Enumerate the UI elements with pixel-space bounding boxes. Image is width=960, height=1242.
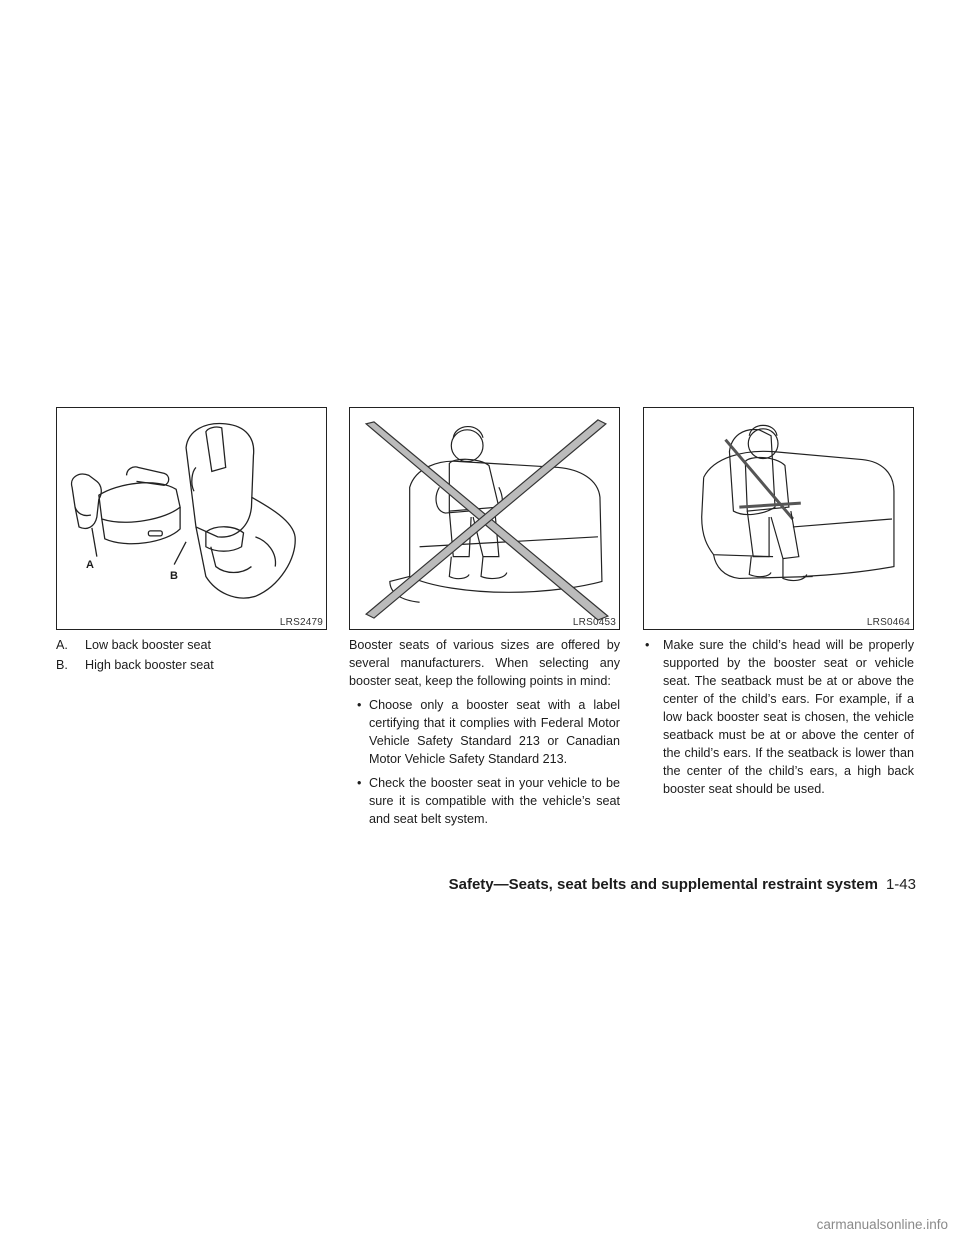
list-item [349,696,620,768]
booster-seats-illustration [57,408,326,629]
figure-incorrect-use [349,407,620,630]
watermark: carmanualsonline.info [816,1217,948,1232]
list-item-text: Make sure the child’s head will be properly supported by the booster seat or vehicle seat. The seatback must be at or above the center of the child’s ears. For example, if a low back booster seat is chosen, the vehicle seatback must be at or above the center of the child’s ears. If the seatback is lower than the center of the child’s ears, a high back booster seat should be used. [663,638,914,796]
correct-booster-seat-illustration [644,408,913,629]
column-2 [349,636,620,834]
page-number: 1-43 [885,876,916,893]
figure-code: LRS0453 [572,617,616,628]
section-title: Safety—Seats, seat belts and supplemental restraint system [448,876,878,893]
legend-key: B. [56,658,68,672]
intro-paragraph: Booster seats of various sizes are offered by several manufacturers. When selecting any booster seat, keep the following points in mind: [349,638,620,688]
legend-item [56,636,327,654]
list-item-text: Check the booster seat in your vehicle to be sure it is compatible with the vehicle’s seat and seat belt system. [369,776,620,826]
legend-text: Low back booster seat [85,638,212,652]
bullet-icon: • [645,638,650,652]
list-item-text: Choose only a booster seat with a label certifying that it complies with Federal Motor Vehicle Safety Standard 213 or Canadian Motor Vehicle Safety Standard 213. [369,698,620,766]
figure-correct-use [643,407,914,630]
figure-code: LRS0464 [866,617,910,628]
list-item [643,636,914,798]
figure-code: LRS2479 [279,617,323,628]
legend-key: A. [56,638,68,652]
figure-booster-seats [56,407,327,630]
bullet-icon: • [357,776,362,790]
label-a: A [86,559,94,571]
figure-legend [56,636,327,676]
list-item [349,774,620,828]
page-footer [0,876,916,893]
column-3 [643,636,914,804]
incorrect-seatbelt-illustration [350,408,619,629]
legend-item [56,656,327,674]
bullet-icon: • [357,698,362,712]
label-b: B [170,570,178,582]
legend-text: High back booster seat [85,658,214,672]
